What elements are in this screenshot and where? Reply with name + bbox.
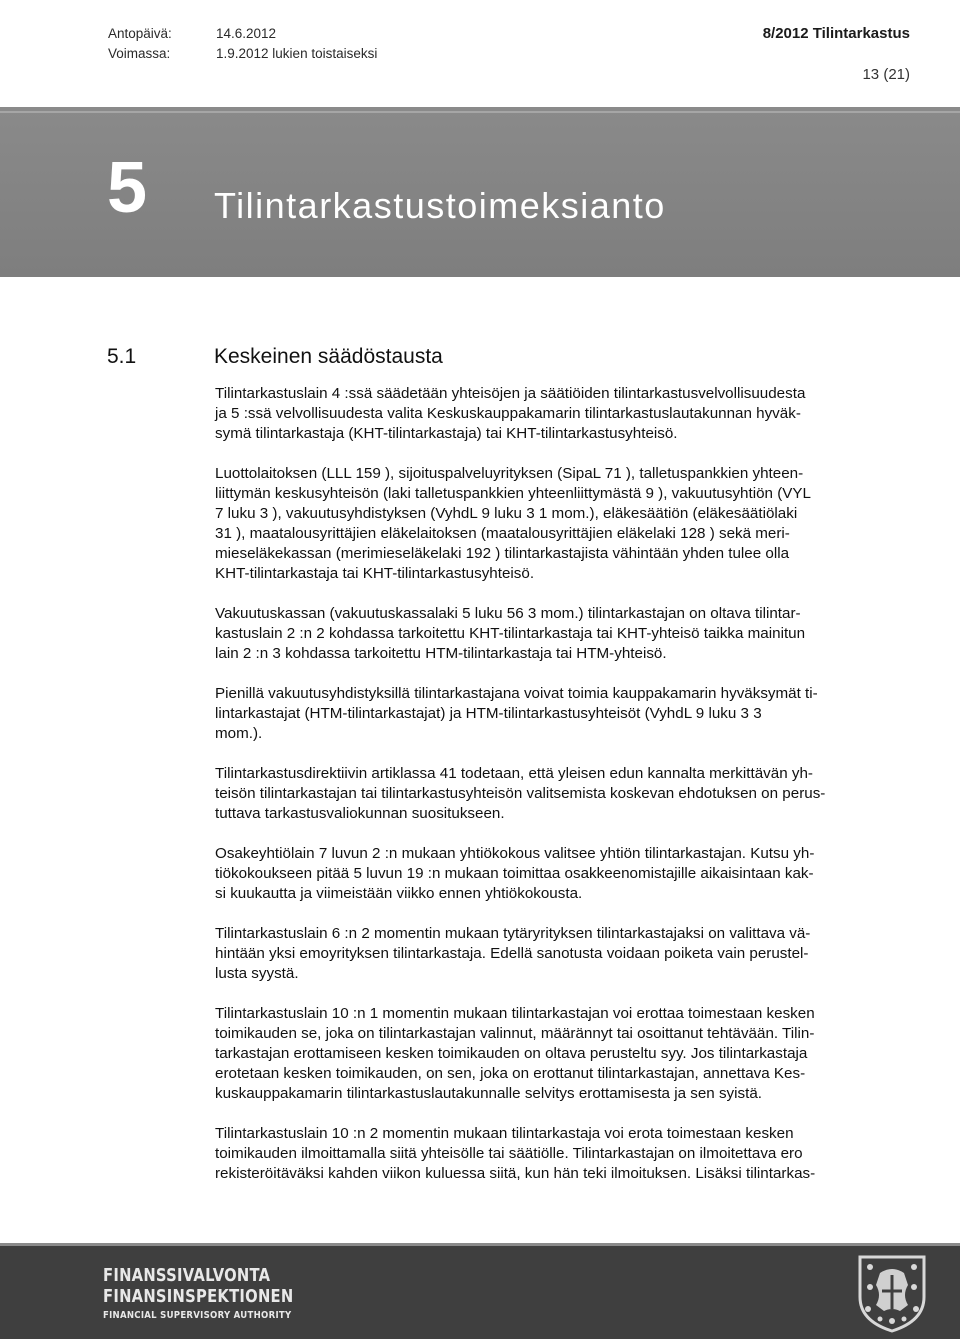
paragraph: Pienillä vakuutusyhdistyksillä tilintarkastajana voivat toimia kauppakamarin hyväksymät ti- lintarkastajat (HTM-tilintarkastajat) ja HTM-tilintarkastusyhteisöt (VyhdL 9 luku 3 3 mom.). [215,685,818,742]
issued-date-value: 14.6.2012 [216,26,277,41]
page-footer [0,1243,960,1339]
chapter-title: Tilintarkastustoimeksianto [214,185,666,226]
footer-divider [0,1243,960,1246]
paragraph: Tilintarkastuslain 4 :ssä säädetään yhteisöjen ja säätiöiden tilintarkastusvelvollisuudesta ja 5 :ssä velvollisuudesta valita Keskuskauppakamarin tilintarkastuslautakunnan hyväk- symä tilintarkastaja (KHT-tilintarkastaja) tai KHT-tilintarkastusyhteisö. [215,385,806,442]
banner-divider [0,111,960,113]
issued-date-label: Antopäivä: [108,26,172,41]
document-id: 8/2012 Tilintarkastus [762,25,910,42]
paragraph: Vakuutuskassan (vakuutuskassalaki 5 luku 56 3 mom.) tilintarkastajan on oltava tilintar- kastuslain 2 :n 2 kohdassa tarkoitettu KHT-tilintarkastaja tai KHT-yhteisö taikka mainitun lain 2 :n 3 kohdassa tarkoitettu HTM-tilintarkastaja tai HTM-yhteisö. [215,605,806,662]
section-body [215,384,905,1204]
logo-line-swedish: FINANSINSPEKTIONEN [103,1286,294,1307]
chapter-number: 5 [107,148,148,228]
valid-from-value: 1.9.2012 lukien toistaiseksi [216,46,378,61]
paragraph: Tilintarkastuslain 10 :n 1 momentin mukaan tilintarkastajan voi erottaa toimestaan kesken toimikauden se, joka on tilintarkastajan valinnut, määrännyt tai osoittanut tehtävään. Tilin- tarkastajan erottamiseen kesken toimikauden on oltava perusteltu syy. Jos tilintarkastaja erotetaan kesken toimikauden, on sen, joka on erottanut tilintarkastajan, annettava Kes- kuskauppakamarin tilintarkastuslautakunnalle selvitys erottamisesta ja sen syistä. [215,1005,815,1102]
paragraph: Luottolaitoksen (LLL 159 ), sijoituspalveluyrityksen (SipaL 71 ), talletuspankkien yhteen- liittymän keskusyhteisön (laki talletuspankkien yhteenliittymästä 9 ), vakuutusyhtiön (VYL 7 luku 3 ), vakuutusyhdistyksen (VyhdL 9 luku 3 1 mom.), eläkesäätiön (eläkesäätiölaki 31 ), maatalousyrittäjien eläkelaitoksen (maatalousyrittäjien eläkelaki 128 ) sekä meri- mieseläkekassan (merimieseläkelaki 192 ) tilintarkastajista vähintään yhden tulee olla KHT-tilintarkastaja tai KHT-tilintarkastusyhteisö. [215,465,811,582]
organization-logo [103,1265,335,1321]
section-number: 5.1 [107,345,137,368]
section-heading [107,345,907,369]
paragraph: Tilintarkastusdirektiivin artiklassa 41 todetaan, että yleisen edun kannalta merkittävän yh- teisön tilintarkastajan tai tilintarkastusyhteisön valitsemista koskevan ehdotuksen on perus- tuttava tarkastusvaliokunnan suositukseen. [215,765,826,822]
page-number: 13 (21) [862,66,910,83]
section-title: Keskeinen säädöstausta [214,345,443,368]
paragraph: Tilintarkastuslain 6 :n 2 momentin mukaan tytäryrityksen tilintarkastajaksi on valittava vä- hintään yksi emoyrityksen tilintarkastaja. Edellä sanotusta voidaan poiketa vain perustel- lusta syystä. [215,925,811,982]
finnish-coat-of-arms-icon [852,1251,932,1333]
logo-line-finnish: FINANSSIVALVONTA [103,1265,271,1286]
valid-from-label: Voimassa: [108,46,171,61]
paragraph: Tilintarkastuslain 10 :n 2 momentin mukaan tilintarkastaja voi erota toimestaan kesken toimikauden ilmoittamalla siitä yhteisölle tai säätiölle. Tilintarkastajan on ilmoitettava ero rekisteröitäväksi kahden viikon kuluessa siitä, kun hän teki ilmoituksen. Lisäksi tilintarkas- [215,1125,816,1182]
paragraph: Osakeyhtiölain 7 luvun 2 :n mukaan yhtiökokous valitsee yhtiön tilintarkastajan. Kutsu yh- tiökokoukseen pitää 5 luvun 19 :n mukaan toimittaa osakkeenomistajille aikaisintaan kak- si kuukautta ja viimeistään viikko ennen yhtiökokousta. [215,845,815,902]
logo-line-english: FINANCIAL SUPERVISORY AUTHORITY [103,1310,292,1321]
